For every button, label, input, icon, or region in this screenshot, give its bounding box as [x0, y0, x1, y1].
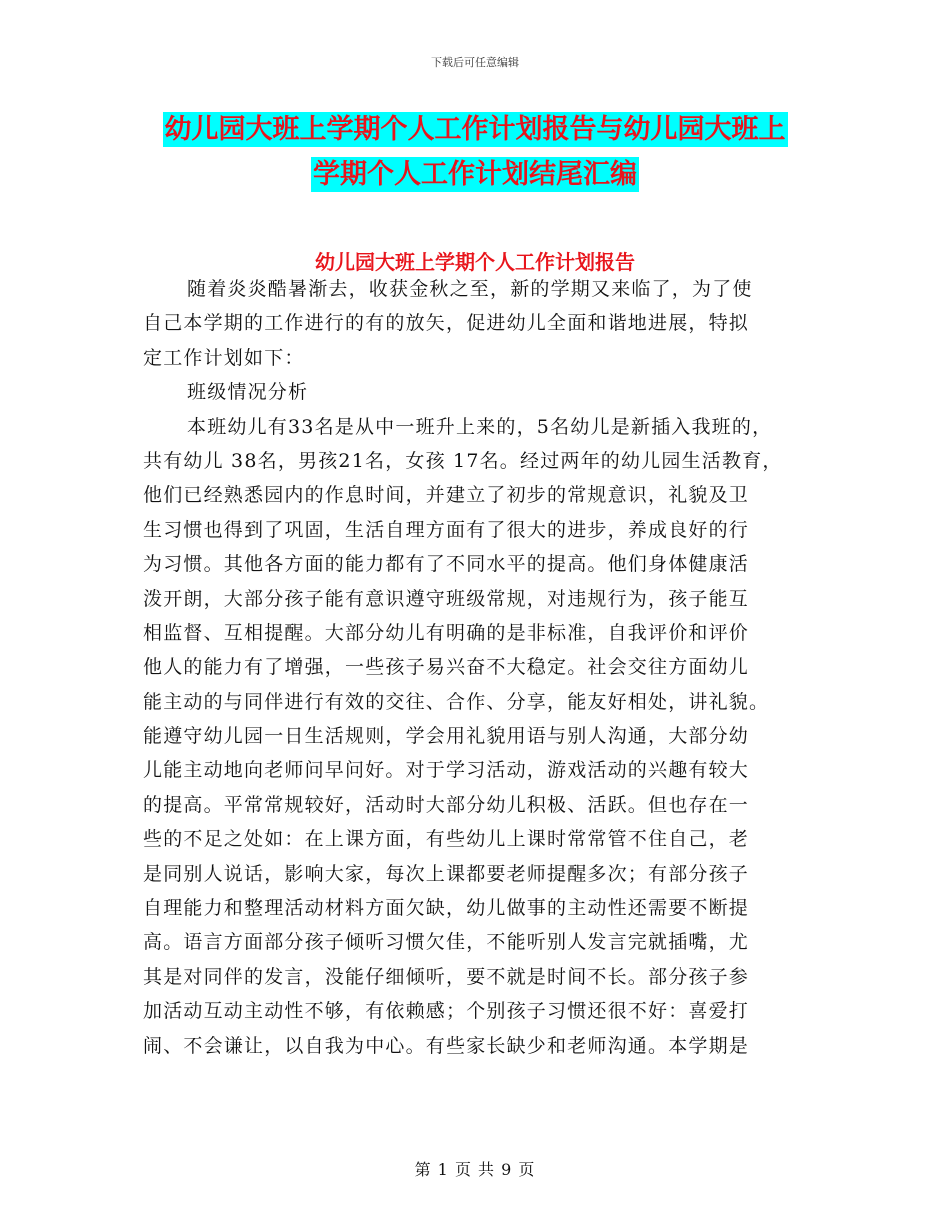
- header-note: 下载后可任意编辑: [431, 56, 519, 69]
- paragraph-line: 其是对同伴的发言，没能仔细倾听，要不就是时间不长。部分孩子参: [143, 965, 750, 988]
- paragraph-line: 能主动的与同伴进行有效的交往、合作、分享，能友好相处，讲礼貌。: [143, 690, 770, 713]
- paragraph-line: 儿能主动地向老师问早问好。对于学习活动，游戏活动的兴趣有较大: [143, 759, 750, 782]
- document-title-line-1: [0, 112, 950, 148]
- paragraph-line: 泼开朗，大部分孩子能有意识遵守班级常规，对违规行为，孩子能互: [143, 587, 750, 610]
- paragraph-line: 本班幼儿有33名是从中一班升上来的，5名幼儿是新插入我班的，: [187, 415, 773, 438]
- paragraph-line: 的提高。平常常规较好，活动时大部分幼儿积极、活跃。但也存在一: [143, 793, 750, 816]
- body-text: [143, 272, 833, 1063]
- title-highlight-2: 学期个人工作计划结尾汇编: [313, 159, 637, 190]
- paragraph-line: 是同别人说话，影响大家，每次上课都要老师提醒多次；有部分孩子: [143, 862, 750, 885]
- paragraph-line: 能遵守幼儿园一日生活规则，学会用礼貌用语与别人沟通，大部分幼: [143, 725, 750, 748]
- paragraph-line: 为习惯。其他各方面的能力都有了不同水平的提高。他们身体健康活: [143, 553, 750, 576]
- paragraph-line: 共有幼儿 38名，男孩21名，女孩 17名。经过两年的幼儿园生活教育，: [143, 449, 783, 472]
- subheading-line: 班级情况分析: [187, 381, 309, 404]
- paragraph-line: 他人的能力有了增强，一些孩子易兴奋不大稳定。社会交往方面幼儿: [143, 656, 750, 679]
- paragraph-line: 加活动互动主动性不够，有依赖感；个别孩子习惯还很不好：喜爱打: [143, 1000, 750, 1023]
- paragraph-line: 随着炎炎酷暑渐去，收获金秋之至，新的学期又来临了，为了使: [187, 278, 753, 300]
- page-footer: 第 1 页 共 9 页: [414, 1160, 536, 1179]
- paragraph-line: 他们已经熟悉园内的作息时间，并建立了初步的常规意识，礼貌及卫: [143, 484, 750, 507]
- paragraph-line: 些的不足之处如：在上课方面，有些幼儿上课时常常管不住自己，老: [143, 828, 750, 851]
- title-highlight-1: 幼儿园大班上学期个人工作计划报告与幼儿园大班上: [164, 114, 786, 145]
- paragraph-line: 闹、不会谦让，以自我为中心。有些家长缺少和老师沟通。本学期是: [143, 1034, 750, 1057]
- paragraph-line: 自己本学期的工作进行的有的放矢，促进幼儿全面和谐地进展，特拟: [143, 312, 750, 335]
- paragraph-line: 生习惯也得到了巩固，生活自理方面有了很大的进步，养成良好的行: [143, 518, 750, 541]
- paragraph-line: 相监督、互相提醒。大部分幼儿有明确的是非标准，自我评价和评价: [143, 621, 750, 644]
- document-title-line-2: [0, 157, 950, 193]
- paragraph-line: 高。语言方面部分孩子倾听习惯欠佳，不能听别人发言完就插嘴，尤: [143, 931, 750, 954]
- section-title: 幼儿园大班上学期个人工作计划报告: [315, 250, 635, 274]
- paragraph-line: 自理能力和整理活动材料方面欠缺，幼儿做事的主动性还需要不断提: [143, 897, 750, 920]
- paragraph-line: 定工作计划如下：: [143, 346, 305, 369]
